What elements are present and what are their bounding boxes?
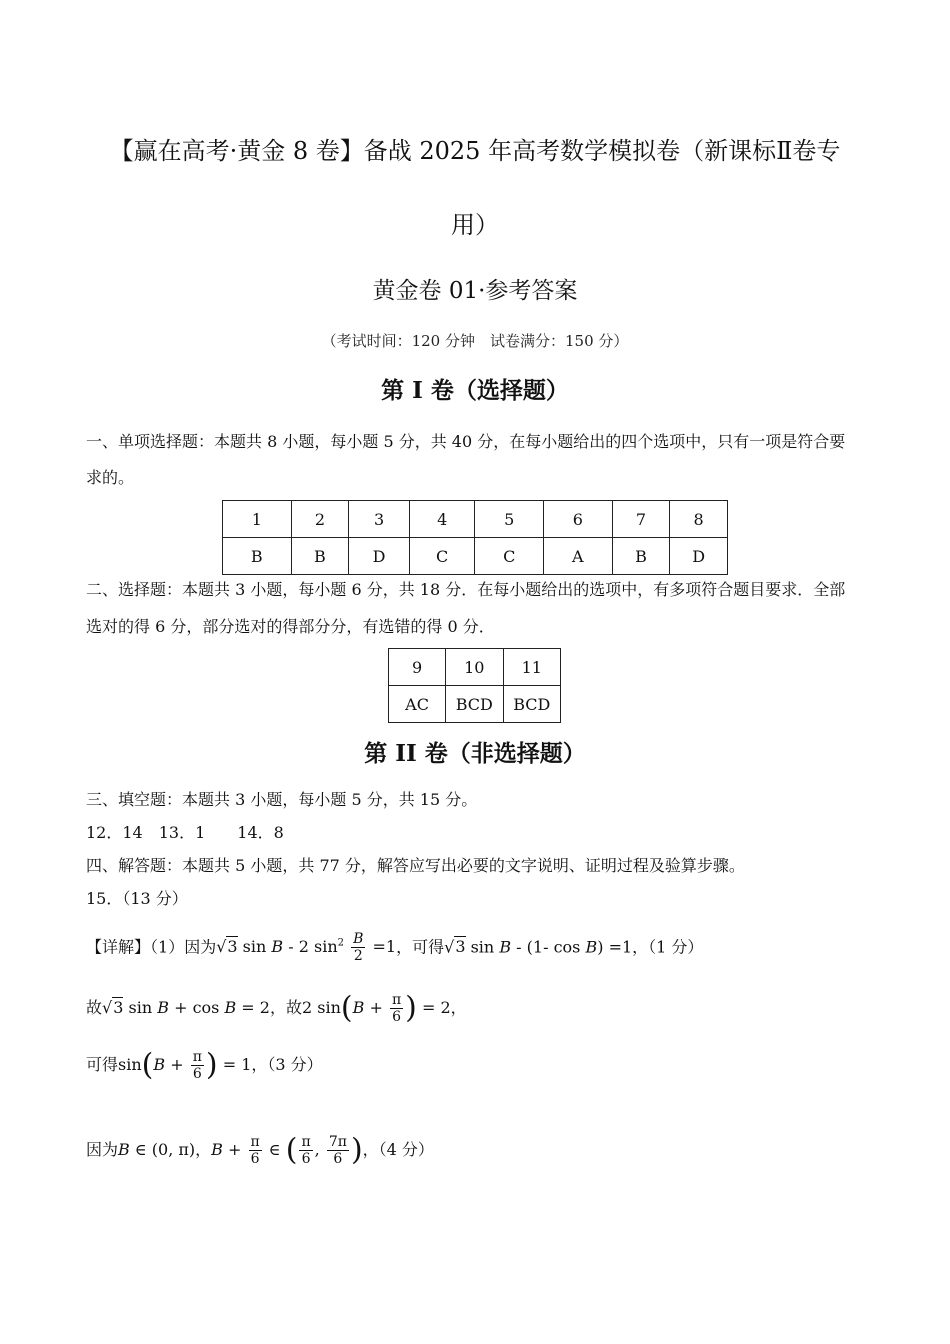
answer-cell: B	[223, 538, 292, 575]
doc-title-line1: 【赢在高考·黄金 8 卷】备战 2025 年高考数学模拟卷（新课标Ⅱ卷专	[109, 137, 841, 165]
step1-score: ，（1 分）	[632, 937, 704, 957]
formula-step1b: √3 sin B - (1- cos B) =1	[444, 937, 633, 957]
q-number-cell: 4	[409, 501, 475, 538]
step3-score: ，（3 分）	[251, 1055, 323, 1074]
doc-subtitle: 黄金卷 01·参考答案	[372, 278, 578, 304]
answer-cell: B	[612, 538, 670, 575]
formula-step3: sin(B + $\frac{\pi}{6}$ ) = 1	[118, 1047, 252, 1083]
answer-cell: C	[409, 538, 475, 575]
single-choice-answer-table	[222, 500, 728, 575]
q-number-cell: 10	[446, 649, 503, 686]
answer-cell: B	[291, 538, 349, 575]
table-row	[389, 686, 561, 723]
answer-cell: BCD	[503, 686, 560, 723]
formula-step4a: B ∈ (0, π)	[118, 1140, 196, 1159]
q-number-cell: 9	[389, 649, 446, 686]
formula-step4b: B + $\frac{\pi}{6}$ ∈ ( $\frac{\pi}{6}$ , $\frac{7\pi}{6}$ )	[211, 1132, 363, 1168]
step4-sep: ，	[195, 1140, 212, 1159]
step1-mid: ，可得	[396, 937, 445, 957]
volume1-title: 第 I 卷（选择题）	[381, 377, 569, 404]
section2-heading-line1: 二、选择题：本题共 3 小题，每小题 6 分，共 18 分．在每小题给出的选项中，有多项符合题目要求．全部	[86, 580, 846, 599]
section1-heading-line1: 一、单项选择题：本题共 8 小题，每小题 5 分，共 40 分，在每小题给出的四个选项中，只有一项是符合要	[86, 432, 846, 451]
q-number-cell: 11	[503, 649, 560, 686]
solution-step3	[86, 1045, 323, 1086]
solution-step2	[86, 990, 467, 1027]
answer-cell: D	[349, 538, 410, 575]
volume2-title: 第 II 卷（非选择题）	[364, 740, 586, 767]
q-number-cell: 3	[349, 501, 410, 538]
section4-heading: 四、解答题：本题共 5 小题，共 77 分，解答应写出必要的文字说明、证明过程及验算步骤。	[86, 856, 745, 875]
formula-step2b: 2 sin(B + $\frac{\pi}{6}$ ) = 2	[302, 990, 451, 1026]
answer-cell: A	[544, 538, 613, 575]
doc-title-line2: 用）	[451, 211, 499, 239]
step1-prefix: （1）因为	[150, 937, 217, 957]
table-row	[389, 649, 561, 686]
formula-step1a: √3 sin B - 2 $\sin^2$ $\frac{B}{2}$ =1	[216, 931, 397, 965]
step4-score: ，（4 分）	[362, 1140, 434, 1159]
formula-step2a: √3 sin B + cos B = 2	[102, 998, 270, 1017]
q-number-cell: 7	[612, 501, 670, 538]
q-number-cell: 2	[291, 501, 349, 538]
table-row	[223, 538, 728, 575]
section3-heading: 三、填空题：本题共 3 小题，每小题 5 分，共 15 分。	[86, 790, 478, 809]
multi-choice-answer-table	[388, 648, 561, 723]
section1-heading-line2: 求的。	[86, 468, 135, 487]
step2-mid: ，故	[269, 998, 302, 1017]
q-number-cell: 6	[544, 501, 613, 538]
solution-step1	[86, 928, 703, 964]
step3-prefix: 可得	[86, 1055, 119, 1074]
detail-tag: 【详解】	[86, 937, 151, 957]
exam-info: （考试时间：120 分钟 试卷满分：150 分）	[321, 332, 629, 350]
fill-in-answers: 12．14 13．1 14．8	[86, 823, 284, 842]
q-number-cell: 5	[475, 501, 544, 538]
q-number-cell: 1	[223, 501, 292, 538]
answer-cell: D	[670, 538, 728, 575]
section2-heading-line2: 选对的得 6 分，部分选对的得部分分，有选错的得 0 分．	[86, 617, 495, 636]
step4-prefix: 因为	[86, 1140, 119, 1159]
solution-step4	[86, 1128, 434, 1173]
q-number-cell: 8	[670, 501, 728, 538]
question-15-label: 15．（13 分）	[86, 889, 188, 908]
step2-prefix: 故	[86, 998, 103, 1017]
step2-end: ，	[450, 998, 467, 1017]
answer-cell: BCD	[446, 686, 503, 723]
answer-cell: C	[475, 538, 544, 575]
answer-cell: AC	[389, 686, 446, 723]
table-row	[223, 501, 728, 538]
